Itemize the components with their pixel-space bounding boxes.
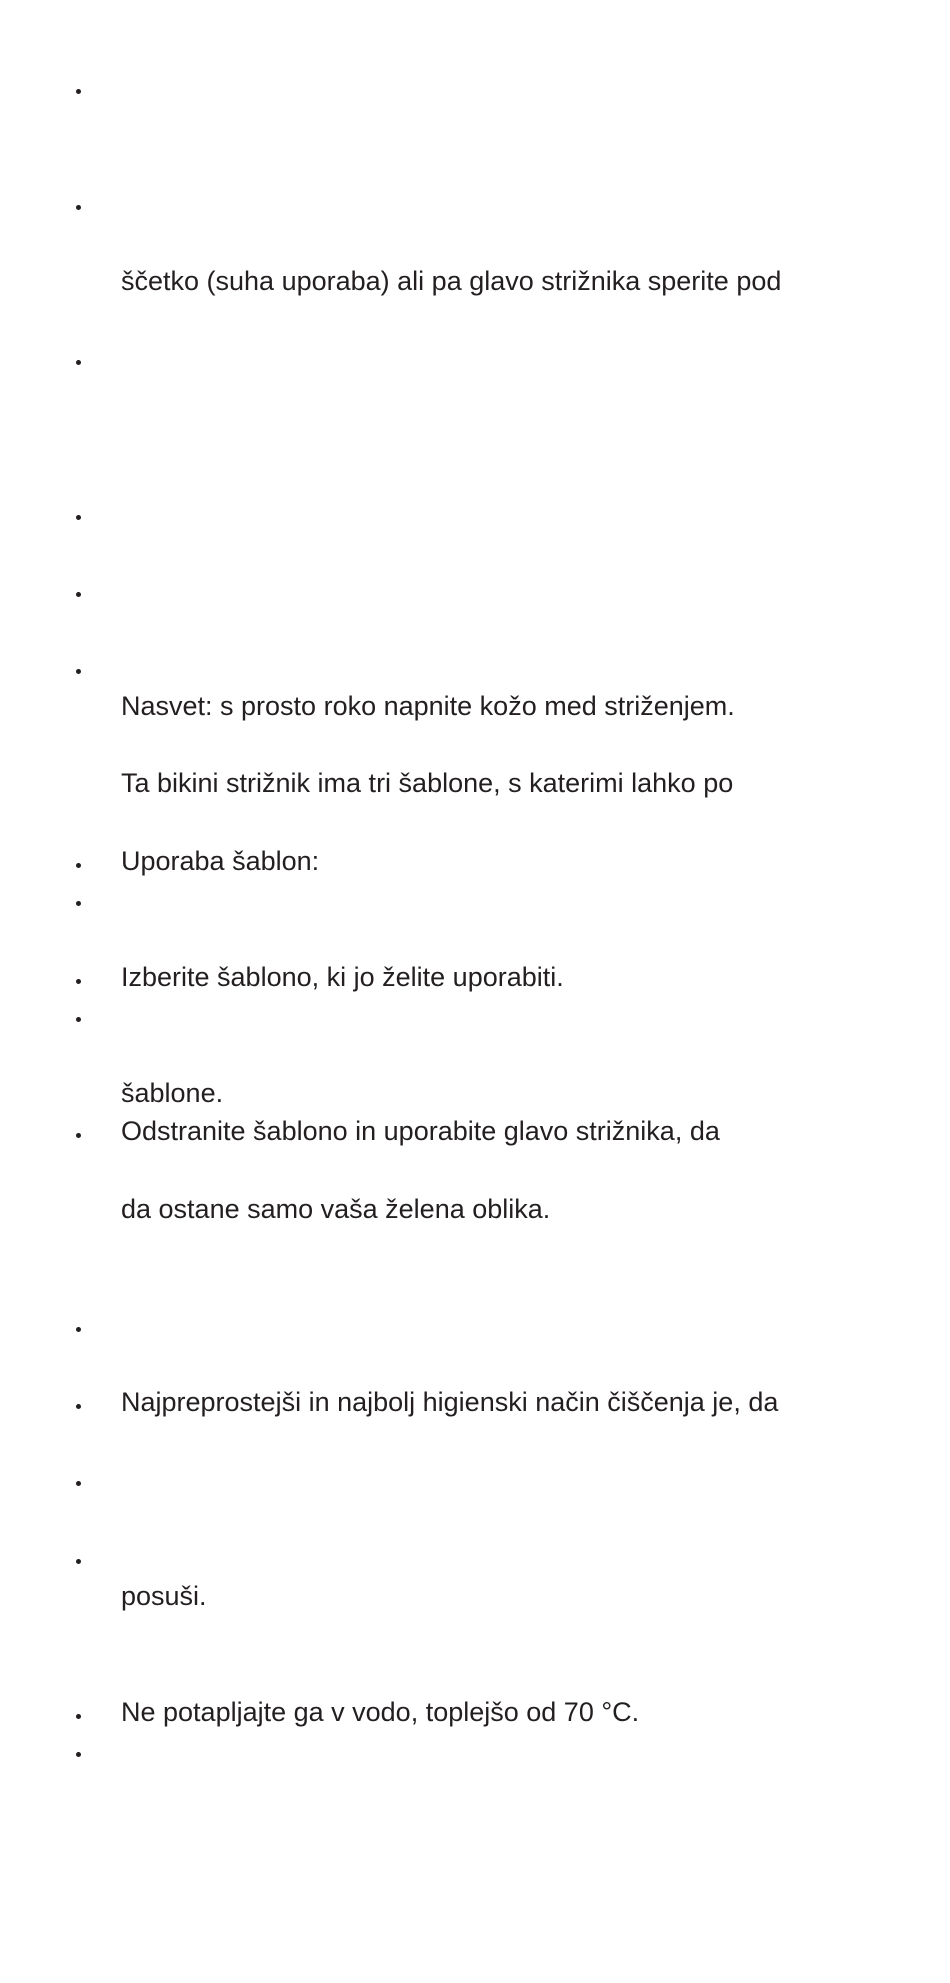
list-bullet <box>76 900 84 908</box>
list-bullet <box>76 1132 84 1140</box>
list-bullet <box>76 668 84 676</box>
list-bullet <box>76 862 84 870</box>
text-line: posuši. <box>121 1581 207 1611</box>
text-line: ščetko (suha uporaba) ali pa glavo strižnika sperite pod <box>121 266 782 296</box>
text-line: šablone. <box>121 1078 224 1108</box>
list-bullet <box>76 204 84 212</box>
list-bullet <box>76 359 84 367</box>
text-line: da ostane samo vaša želena oblika. <box>121 1194 551 1224</box>
list-bullet <box>76 978 84 986</box>
text-line: Izberite šablono, ki jo želite uporabiti. <box>121 962 564 992</box>
list-bullet <box>76 88 84 96</box>
list-bullet <box>76 1558 84 1566</box>
text-line: Ta bikini strižnik ima tri šablone, s katerimi lahko po <box>121 768 734 798</box>
list-bullet <box>76 591 84 599</box>
text-line: Najpreprostejši in najbolj higienski način čiščenja je, da <box>121 1387 779 1417</box>
list-bullet <box>76 1403 84 1411</box>
text-line: Uporaba šablon: <box>121 846 320 876</box>
list-bullet <box>76 1713 84 1721</box>
text-line: Odstranite šablono in uporabite glavo strižnika, da <box>121 1116 720 1146</box>
list-bullet <box>76 1016 84 1024</box>
list-bullet <box>76 514 84 522</box>
text-line: Nasvet: s prosto roko napnite kožo med striženjem. <box>121 691 735 721</box>
text-line: Ne potapljajte ga v vodo, toplejšo od 70 °C. <box>121 1697 640 1727</box>
list-bullet <box>76 1326 84 1334</box>
list-bullet <box>76 1751 84 1759</box>
list-bullet <box>76 1480 84 1488</box>
